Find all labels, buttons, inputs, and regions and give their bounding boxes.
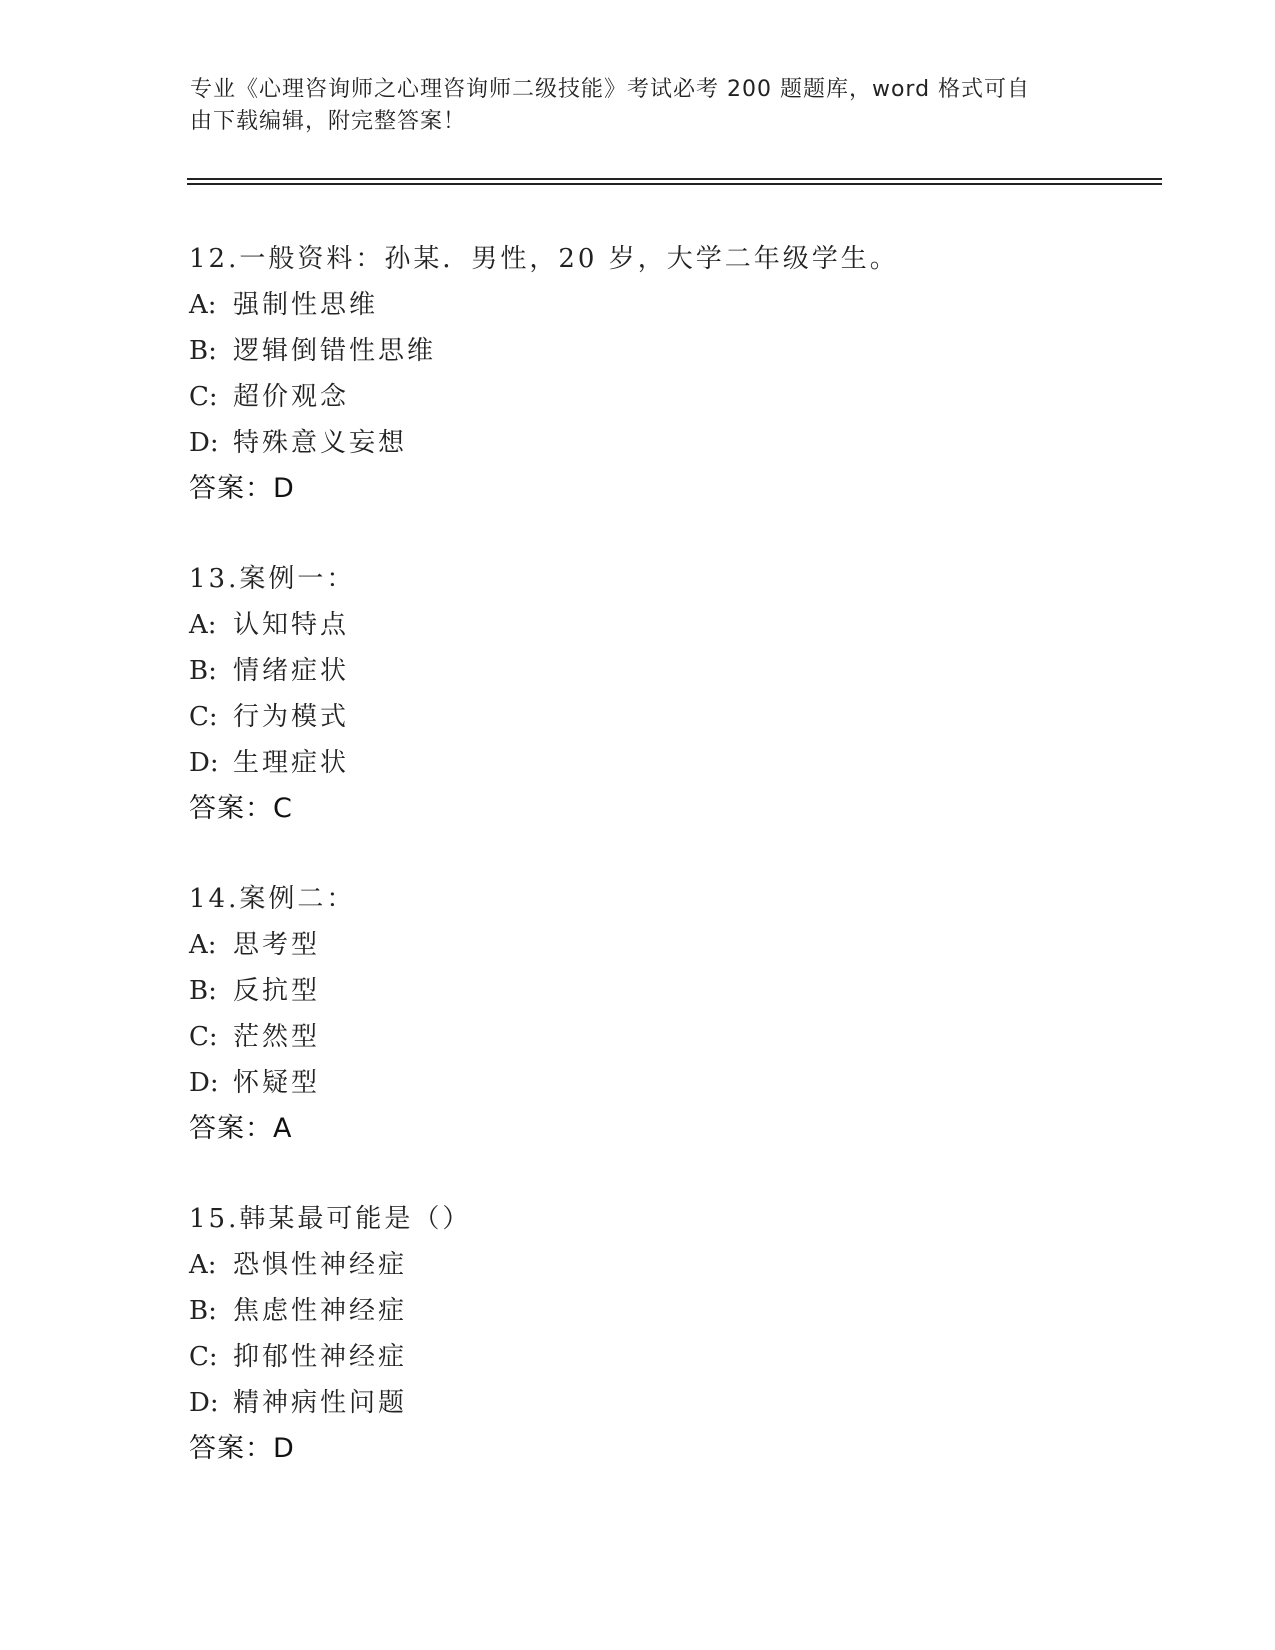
- option-c: [189, 1334, 1149, 1380]
- option-text: 逻辑倒错性思维: [233, 336, 437, 366]
- option-label: D:: [189, 428, 219, 458]
- option-label: C:: [189, 1022, 218, 1052]
- option-b: [189, 1288, 1149, 1334]
- option-text: 认知特点: [233, 610, 350, 640]
- question-title: 13.案例一：: [189, 564, 356, 594]
- option-label: A:: [189, 1250, 217, 1280]
- option-text: 反抗型: [233, 976, 321, 1006]
- option-label: D:: [189, 1388, 219, 1418]
- option-label: C:: [189, 1342, 218, 1372]
- question-block: [189, 236, 1149, 512]
- option-text: 茫然型: [233, 1022, 321, 1052]
- option-label: C:: [189, 702, 218, 732]
- option-b: [189, 648, 1149, 694]
- option-text: 抑郁性神经症: [233, 1342, 408, 1372]
- option-a: [189, 602, 1149, 648]
- option-text: 怀疑型: [233, 1068, 321, 1098]
- header-line-2: 由下载编辑，附完整答案！: [190, 109, 467, 134]
- option-label: A:: [189, 610, 217, 640]
- answer-line: 答案：D: [189, 1433, 295, 1464]
- option-label: B:: [189, 1296, 217, 1326]
- option-b: [189, 328, 1149, 374]
- option-label: B:: [189, 656, 217, 686]
- option-label: A:: [189, 930, 217, 960]
- option-label: C:: [189, 382, 218, 412]
- header-divider-top: [187, 178, 1162, 180]
- option-label: A:: [189, 290, 217, 320]
- option-b: [189, 968, 1149, 1014]
- question-title: 12.一般资料：孙某．男性，20 岁，大学二年级学生。: [189, 244, 899, 274]
- option-label: D:: [189, 1068, 219, 1098]
- option-text: 特殊意义妄想: [233, 428, 408, 458]
- option-text: 情绪症状: [233, 656, 350, 686]
- option-d: [189, 1380, 1149, 1426]
- option-text: 生理症状: [233, 748, 350, 778]
- option-a: [189, 282, 1149, 328]
- option-c: [189, 1014, 1149, 1060]
- option-label: B:: [189, 336, 217, 366]
- option-text: 强制性思维: [233, 290, 379, 320]
- question-title: 14.案例二：: [189, 884, 356, 914]
- option-label: B:: [189, 976, 217, 1006]
- question-block: [189, 556, 1149, 832]
- option-d: [189, 740, 1149, 786]
- option-d: [189, 1060, 1149, 1106]
- header-line-1: 专业《心理咨询师之心理咨询师二级技能》考试必考 200 题题库，word 格式可自: [190, 77, 1031, 102]
- option-text: 行为模式: [233, 702, 350, 732]
- answer-line: 答案：C: [189, 793, 293, 824]
- answer-line: 答案：A: [189, 1113, 293, 1144]
- option-a: [189, 922, 1149, 968]
- document-header: [190, 74, 1090, 138]
- option-text: 恐惧性神经症: [233, 1250, 408, 1280]
- option-label: D:: [189, 748, 219, 778]
- option-text: 精神病性问题: [233, 1388, 408, 1418]
- answer-line: 答案：D: [189, 473, 295, 504]
- option-text: 思考型: [233, 930, 321, 960]
- option-a: [189, 1242, 1149, 1288]
- question-block: [189, 1196, 1149, 1472]
- option-c: [189, 694, 1149, 740]
- option-d: [189, 420, 1149, 466]
- question-block: [189, 876, 1149, 1152]
- option-c: [189, 374, 1149, 420]
- header-divider-bottom: [187, 183, 1162, 185]
- option-text: 超价观念: [233, 382, 350, 412]
- option-text: 焦虑性神经症: [233, 1296, 408, 1326]
- question-title: 15.韩某最可能是（）: [189, 1204, 472, 1234]
